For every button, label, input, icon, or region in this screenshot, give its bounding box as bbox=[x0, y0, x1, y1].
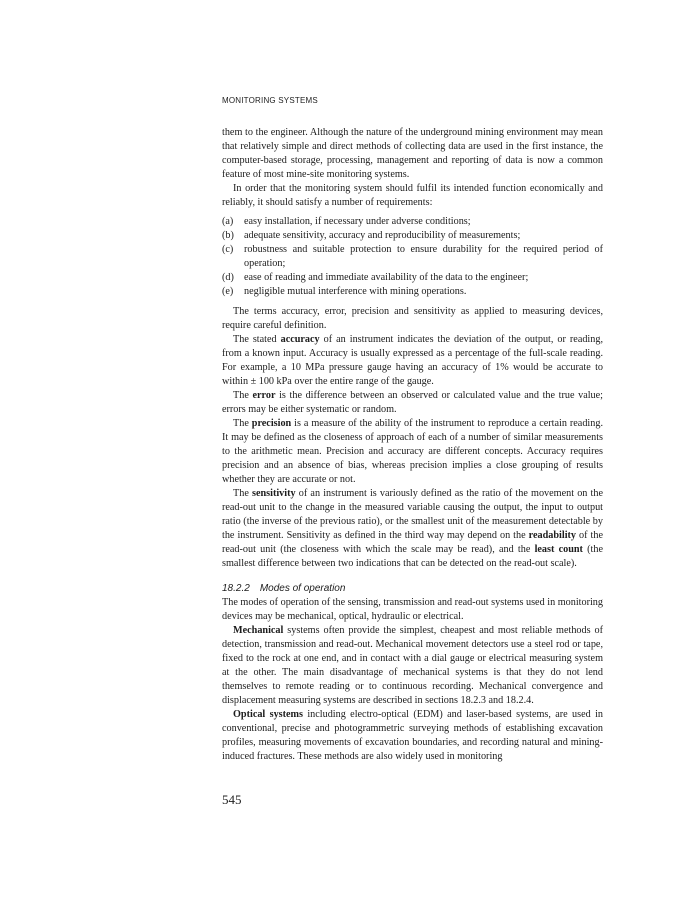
paragraph-accuracy bbox=[222, 333, 603, 389]
sensitivity-definition: of an instrument is variously defined as the ratio of the movement on the read-out unit to the change in the measured variable causing the output, the input to output ratio (the inverse of the previous ratio), or the smallest unit of the measurement detectable by the instrument. Sensitivity as defined in the third way may depend on the bbox=[222, 488, 604, 541]
list-item-text: ease of reading and immediate availability of the data to the engineer; bbox=[244, 272, 529, 283]
section-number: 18.2.2 bbox=[222, 583, 250, 594]
readability-definition: of the read-out unit (the closeness with which the scale may be read), and the bbox=[222, 530, 603, 555]
term-sensitivity: sensitivity bbox=[252, 488, 296, 499]
term-readability: readability bbox=[528, 530, 577, 541]
paragraph-precision bbox=[222, 417, 603, 487]
page-body bbox=[222, 126, 603, 764]
list-item-label: (c) bbox=[222, 244, 234, 255]
list-item bbox=[222, 271, 603, 285]
running-header: MONITORING SYSTEMS bbox=[222, 96, 318, 105]
precision-lead: The bbox=[233, 418, 252, 429]
accuracy-definition: of an instrument indicates the deviation of the output, or reading, from a known input. Accuracy is usually expressed as a percentage of the full-scale reading. For example, a 10 MPa pressure gauge having an accuracy of 1% would be accurate to within ± 100 kPa over the entire range of the gauge. bbox=[222, 334, 603, 387]
list-item-text: robustness and suitable protection to ensure durability for the required period of operation; bbox=[244, 244, 603, 269]
paragraph-error bbox=[222, 389, 603, 417]
section-title: Modes of operation bbox=[259, 583, 346, 594]
term-precision: precision bbox=[251, 418, 292, 429]
term-least-count: least count bbox=[534, 544, 583, 555]
precision-definition: is a measure of the ability of the instrument to reproduce a certain reading. It may be defined as the closeness of approach of each of a number of similar measurements to the arithmetic mean. Precision and accuracy are different concepts. Accuracy requires precision and an absence of bias, whereas precision implies a close grouping of results whether they are accurate or not. bbox=[222, 418, 603, 485]
list-item-label: (b) bbox=[222, 230, 234, 241]
list-item-label: (d) bbox=[222, 272, 234, 283]
list-item-label: (a) bbox=[222, 216, 234, 227]
list-item bbox=[222, 285, 603, 299]
list-item-text: adequate sensitivity, accuracy and reproducibility of measurements; bbox=[244, 230, 521, 241]
error-definition: is the difference between an observed or calculated value and the true value; errors may be either systematic or random. bbox=[222, 390, 603, 415]
paragraph-optical bbox=[222, 708, 603, 764]
requirements-list bbox=[222, 215, 603, 299]
paragraph-mechanical bbox=[222, 624, 603, 708]
term-error: error bbox=[252, 390, 276, 401]
paragraph-sensitivity bbox=[222, 487, 603, 571]
list-item-text: easy installation, if necessary under adverse conditions; bbox=[244, 216, 471, 227]
least-count-definition: (the smallest difference between two indications that can be detected on the read-out scale). bbox=[222, 544, 603, 569]
list-item-label: (e) bbox=[222, 286, 234, 297]
list-item bbox=[222, 243, 603, 271]
section-heading bbox=[222, 582, 603, 596]
accuracy-lead: The stated bbox=[233, 334, 281, 345]
term-accuracy: accuracy bbox=[280, 334, 320, 345]
list-item bbox=[222, 215, 603, 229]
paragraph-intro-continuation: them to the engineer. Although the nature of the underground mining environment may mean that relatively simple and direct methods of collecting data are used in the first instance, the computer-based storage, processing, management and reporting of data is now a common feature of most mine-site monitoring systems. bbox=[222, 127, 603, 180]
term-mechanical: Mechanical bbox=[233, 625, 284, 636]
paragraph-terms-intro: The terms accuracy, error, precision and sensitivity as applied to measuring devices, require careful definition. bbox=[222, 306, 603, 331]
mechanical-description: systems often provide the simplest, cheapest and most reliable methods of detection, transmission and read-out. Mechanical movement detectors use a steel rod or tape, fixed to the rock at one end, and in contact with a dial gauge or electrical measuring system at the other. The main disadvantage of mechanical systems is that they do not lend themselves to remote reading or to continuous recording. Mechanical convergence and displacement measuring systems are described in sections 18.2.3 and 18.2.4. bbox=[222, 625, 603, 706]
sensitivity-lead: The bbox=[233, 488, 253, 499]
optical-description: including electro-optical (EDM) and laser-based systems, are used in conventional, precise and photogrammetric surveying methods of establishing excavation profiles, measuring movements of excavation boundaries, and recording natural and mining-induced fractures. These methods are also widely used in monitoring bbox=[222, 709, 603, 762]
term-optical-systems: Optical systems bbox=[233, 709, 303, 720]
error-lead: The bbox=[233, 390, 253, 401]
list-item bbox=[222, 229, 603, 243]
page-number: 545 bbox=[222, 792, 242, 807]
paragraph-requirements-intro: In order that the monitoring system should fulfil its intended function economically and reliably, it should satisfy a number of requirements: bbox=[222, 183, 603, 208]
list-item-text: negligible mutual interference with mining operations. bbox=[244, 286, 467, 297]
paragraph-modes-intro: The modes of operation of the sensing, transmission and read-out systems used in monitoring devices may be mechanical, optical, hydraulic or electrical. bbox=[222, 597, 603, 622]
